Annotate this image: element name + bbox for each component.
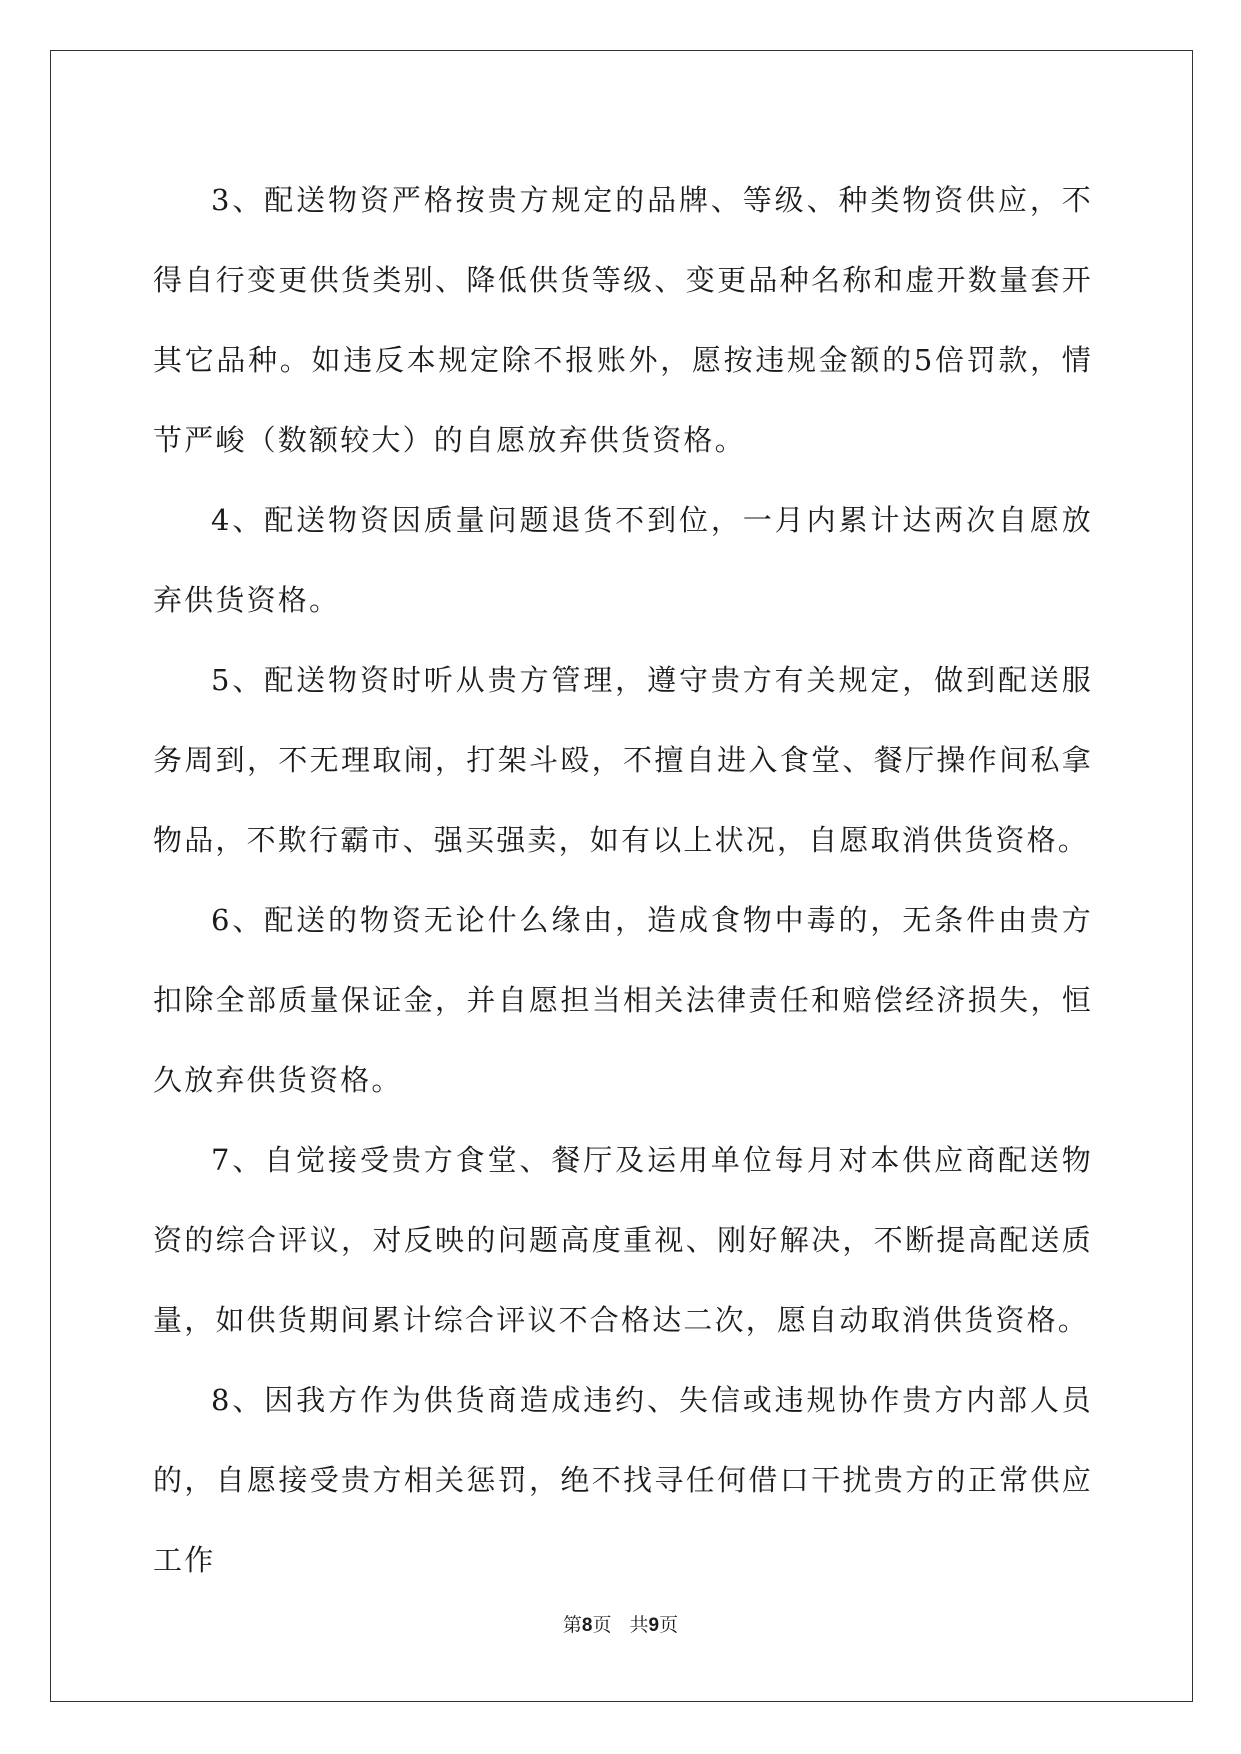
page-prefix: 第: [562, 1614, 582, 1636]
total-pages-number: 9: [648, 1615, 660, 1636]
paragraph-item-6: 6、配送的物资无论什么缘由，造成食物中毒的，无条件由贵方扣除全部质量保证金，并自愿担当相关法律责任和赔偿经济损失，恒久放弃供货资格。: [153, 903, 1093, 1097]
page-suffix: 页: [592, 1614, 612, 1636]
paragraph-item-3: 3、配送物资严格按贵方规定的品牌、等级、种类物资供应，不得自行变更供货类别、降低供货等级、变更品种名称和虚开数量套开其它品种。如违反本规定除不报账外，愿按违规金额的5倍罚款，情节严峻（数额较大）的自愿放弃供货资格。: [153, 183, 1093, 457]
document-body: [153, 160, 1093, 1600]
paragraph-item-7: 7、自觉接受贵方食堂、餐厅及运用单位每月对本供应商配送物资的综合评议，对反映的问题高度重视、刚好解决，不断提高配送质量，如供货期间累计综合评议不合格达二次，愿自动取消供货资格。: [153, 1143, 1093, 1337]
paragraph-item-4: 4、配送物资因质量问题退货不到位，一月内累计达两次自愿放弃供货资格。: [153, 503, 1093, 617]
page-footer: [0, 1613, 1241, 1638]
current-page-number: 8: [581, 1615, 593, 1636]
paragraph-item-8: 8、因我方作为供货商造成违约、失信或违规协作贵方内部人员的，自愿接受贵方相关惩罚，绝不找寻任何借口干扰贵方的正常供应工作: [153, 1383, 1093, 1577]
paragraph-item-5: 5、配送物资时听从贵方管理，遵守贵方有关规定，做到配送服务周到，不无理取闹，打架斗殴，不擅自进入食堂、餐厅操作间私拿物品，不欺行霸市、强买强卖，如有以上状况，自愿取消供货资格。: [153, 663, 1093, 857]
total-prefix: 共: [629, 1614, 649, 1636]
total-suffix: 页: [659, 1614, 679, 1636]
